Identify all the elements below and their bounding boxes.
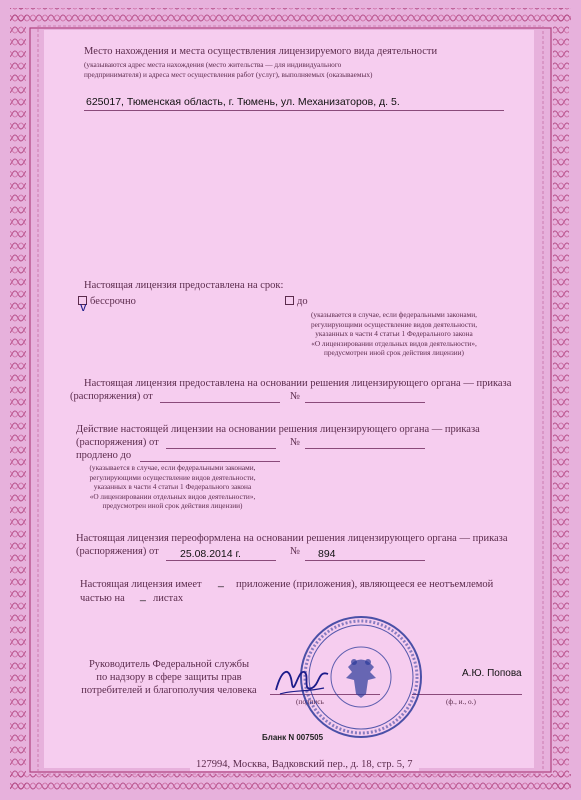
basis-line-2: (распоряжения) от [70, 391, 153, 402]
term-unlimited-label: бессрочно [90, 296, 136, 307]
term-until-label: до [297, 296, 308, 307]
official-name: А.Ю. Попова [462, 668, 522, 679]
extended-until-line [140, 461, 280, 462]
extension-line-1: Действие настоящей лицензии на основании решения лицензирующего органа — приказа [76, 424, 480, 435]
basis-line-1: Настоящая лицензия предоставлена на основании решения лицензирующего органа — приказа [84, 378, 512, 389]
signature [272, 660, 332, 700]
name-caption: (ф., и., о.) [446, 697, 476, 706]
printer-address: 127994, Москва, Вадковский пер., д. 18, стр. 5, 7 [190, 758, 419, 771]
annex-line-2-suffix: листах [153, 593, 184, 604]
address-heading: Место нахождения и места осуществления лицензируемого вида деятельности [84, 46, 438, 57]
term-note-line-2: регулирующими осуществление видов деятельности, [310, 319, 478, 329]
term-note-line-5: предусмотрен иной срок действия лицензии) [324, 348, 464, 358]
extension-note-line-3: указанных в части 4 статьи 1 Федерального закона [93, 482, 252, 492]
annex-count: _ [218, 576, 224, 588]
extension-note-line-4: «О лицензировании отдельных видов деятельности», [89, 491, 256, 501]
checkbox-empty-icon [285, 296, 294, 305]
term-note-line-4: «О лицензировании отдельных видов деятельности», [311, 338, 477, 348]
name-line [412, 694, 522, 695]
reissue-number-line [305, 560, 425, 561]
check-mark: v [80, 299, 87, 314]
official-line-2: по надзору в сфере защиты прав [96, 672, 242, 683]
extension-note [60, 463, 285, 511]
annex-line-1-suffix: приложение (приложения), являющееся ее неотъемлемой [236, 579, 494, 590]
official-line-1: Руководитель Федеральной службы [88, 659, 250, 670]
reissue-line-2: (распоряжения) от [76, 546, 159, 557]
basis-date-line [160, 402, 280, 403]
address-note-line-1: (указываются адрес места нахождения (место жительства — для индивидуального [84, 60, 342, 69]
address-underline [84, 110, 504, 111]
blank-number: Бланк N 007505 [262, 733, 324, 742]
address-note-line-2: предпринимателя) и адреса мест осуществления работ (услуг), выполняемых (оказываемых) [84, 70, 373, 79]
annex-sheets: _ [140, 590, 146, 602]
address-value: 625017, Тюменская область, г. Тюмень, ул. Механизаторов, д. 5. [86, 96, 400, 108]
term-note-line-1: (указывается в случае, если федеральными законами, [310, 310, 477, 319]
reissue-date: 25.08.2014 г. [180, 548, 241, 560]
term-note [294, 310, 494, 358]
extension-line-2: (распоряжения) от [76, 437, 159, 448]
basis-number-line [305, 402, 425, 403]
official-line-3: потребителей и благополучия человека [81, 685, 257, 696]
extension-date-line [166, 448, 276, 449]
reissue-line-1: Настоящая лицензия переоформлена на основании решения лицензирующего органа — приказа [76, 533, 508, 544]
extension-note-line-5: предусмотрен иной срок действия лицензии) [102, 501, 243, 511]
reissue-number: 894 [318, 548, 336, 560]
annex-line-2-prefix: частью на [80, 593, 125, 604]
reissue-date-line [166, 560, 276, 561]
reissue-number-sign: № [290, 546, 301, 557]
official-title [74, 658, 264, 697]
term-note-line-3: указанных в части 4 статьи 1 Федерального закона [315, 329, 473, 339]
extension-note-line-1: (указывается в случае, если федеральными законами, [89, 463, 256, 472]
basis-number-sign: № [290, 391, 301, 402]
signature-caption: (подпись [296, 697, 324, 706]
extension-note-line-2: регулирующими осуществление видов деятельности, [89, 472, 256, 482]
extension-number-line [305, 448, 425, 449]
annex-line-1-prefix: Настоящая лицензия имеет [80, 579, 202, 590]
extended-until-label: продлено до [76, 450, 132, 461]
term-heading: Настоящая лицензия предоставлена на срок: [84, 280, 284, 291]
extension-number-sign: № [290, 437, 301, 448]
